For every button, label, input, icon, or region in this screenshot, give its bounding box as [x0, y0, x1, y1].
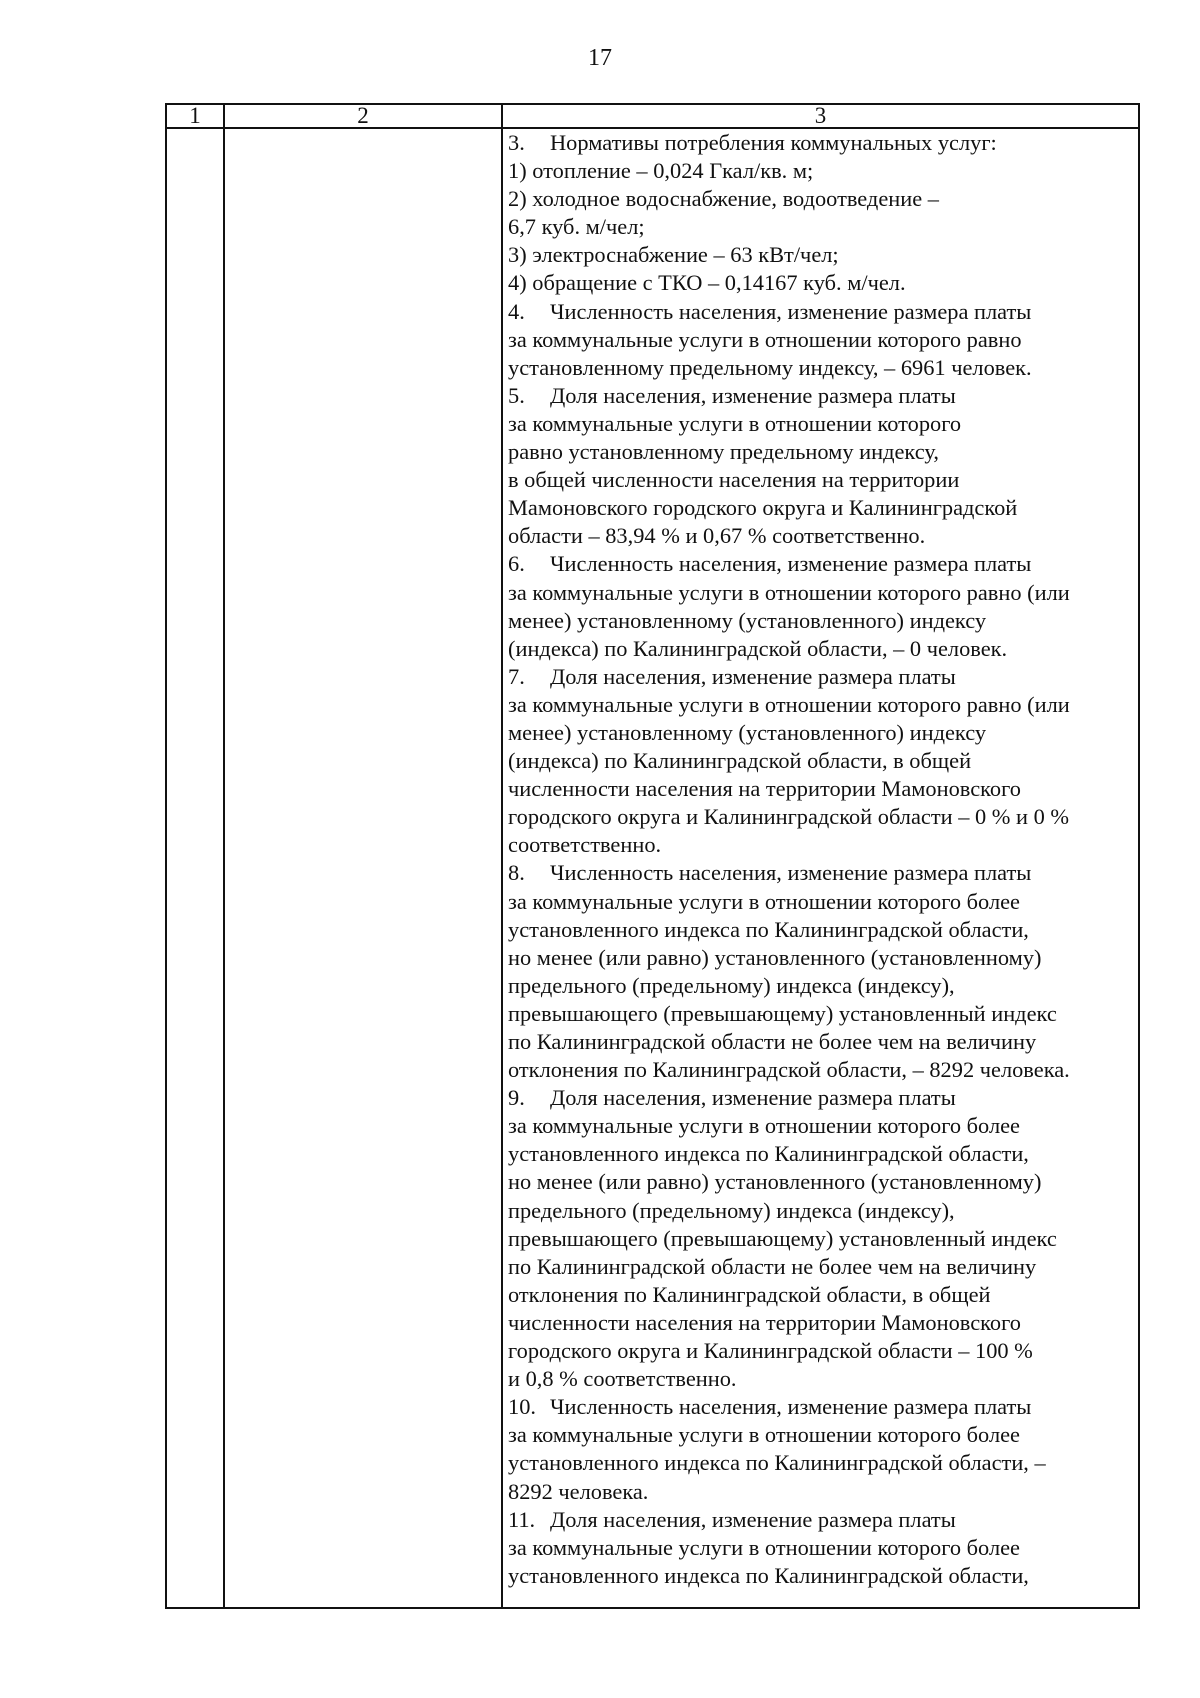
cell-col-1: [166, 128, 224, 1608]
list-item-heading: [508, 1084, 1132, 1112]
item-number: 6.: [508, 551, 525, 577]
line-text: отклонения по Калининградской области, – 8292 человека.: [508, 1057, 1070, 1083]
text-line: [508, 747, 1132, 775]
text-line: [508, 1168, 1132, 1196]
line-text: Численность населения, изменение размера платы: [550, 1394, 1032, 1420]
line-text: за коммунальные услуги в отношении которого более: [508, 888, 1020, 914]
line-text: за коммунальные услуги в отношении которого равно (или: [508, 579, 1070, 605]
line-text: за коммунальные услуги в отношении которого более: [508, 1113, 1020, 1139]
text-line: [508, 888, 1132, 916]
text-line: [508, 1000, 1132, 1028]
item-number: 4.: [508, 298, 525, 324]
line-text: менее) установленному (установленного) индексу: [508, 719, 987, 745]
line-text: предельного (предельному) индекса (индексу),: [508, 1197, 955, 1223]
line-text: установленного индекса по Калининградской области,: [508, 1141, 1029, 1167]
list-item-heading: [508, 298, 1132, 326]
text-line: [508, 466, 1132, 494]
line-text: 2) холодное водоснабжение, водоотведение –: [508, 186, 939, 212]
line-text: в общей численности населения на территории: [508, 467, 960, 493]
line-text: 8292 человека.: [508, 1478, 649, 1504]
line-text: отклонения по Калининградской области, в общей: [508, 1281, 991, 1307]
text-line: [508, 354, 1132, 382]
text-line: [508, 1449, 1132, 1477]
line-text: 4) обращение с ТКО – 0,14167 куб. м/чел.: [508, 270, 906, 296]
line-text: Численность населения, изменение размера платы: [550, 298, 1032, 324]
item-number: 8.: [508, 860, 525, 886]
line-text: Численность населения, изменение размера платы: [550, 860, 1032, 886]
line-text: установленного индекса по Калининградской области,: [508, 916, 1029, 942]
text-line: [508, 1253, 1132, 1281]
line-text: 3) электроснабжение – 63 кВт/чел;: [508, 242, 839, 268]
text-line: [508, 410, 1132, 438]
line-text: по Калининградской области не более чем на величину: [508, 1253, 1037, 1279]
text-line: [508, 522, 1132, 550]
line-text: Доля населения, изменение размера платы: [550, 1506, 956, 1532]
item-number: 9.: [508, 1085, 525, 1111]
list-item-heading: [508, 382, 1132, 410]
text-line: [508, 1478, 1132, 1506]
text-line: [508, 1337, 1132, 1365]
line-text: Нормативы потребления коммунальных услуг:: [550, 130, 997, 155]
line-text: но менее (или равно) установленного (установленному): [508, 1169, 1042, 1195]
text-line: [508, 185, 1132, 213]
line-text: Доля населения, изменение размера платы: [550, 382, 956, 408]
text-line: [508, 775, 1132, 803]
text-line: [508, 213, 1132, 241]
text-line: [508, 579, 1132, 607]
line-text: превышающего (превышающему) установленный индекс: [508, 1000, 1057, 1026]
line-text: и 0,8 % соответственно.: [508, 1366, 737, 1392]
cell-col-3: [502, 128, 1139, 1608]
text-line: [508, 607, 1132, 635]
data-table: [165, 103, 1140, 1609]
line-text: 1) отопление – 0,024 Гкал/кв. м;: [508, 158, 814, 184]
text-line: [508, 1112, 1132, 1140]
item-number: 5.: [508, 382, 525, 408]
line-text: за коммунальные услуги в отношении которого более: [508, 1422, 1020, 1448]
text-line: [508, 972, 1132, 1000]
header-col-1: 1: [166, 104, 224, 128]
text-line: [508, 326, 1132, 354]
header-col-2: 2: [224, 104, 502, 128]
text-line: [508, 157, 1132, 185]
text-line: [508, 1534, 1132, 1562]
item-number: 10.: [508, 1394, 536, 1420]
line-text: Доля населения, изменение размера платы: [550, 1085, 956, 1111]
text-line: [508, 1281, 1132, 1309]
header-col-3: 3: [502, 104, 1139, 128]
item-number: 11.: [508, 1506, 536, 1532]
text-line: [508, 1365, 1132, 1393]
line-text: численности населения на территории Мамоновского: [508, 1309, 1021, 1335]
line-text: Численность населения, изменение размера платы: [550, 551, 1032, 577]
line-text: установленного индекса по Калининградской области,: [508, 1562, 1029, 1588]
line-text: за коммунальные услуги в отношении которого более: [508, 1534, 1020, 1560]
line-text: городского округа и Калининградской области – 0 % и 0 %: [508, 804, 1070, 830]
line-text: (индекса) по Калининградской области, – 0 человек.: [508, 635, 1008, 661]
line-text: по Калининградской области не более чем на величину: [508, 1029, 1037, 1054]
text-line: [508, 944, 1132, 972]
line-text: установленного индекса по Калининградской области, –: [508, 1450, 1046, 1476]
line-text: области – 83,94 % и 0,67 % соответственно.: [508, 523, 926, 549]
table-row: [166, 128, 1139, 1608]
text-line: [508, 719, 1132, 747]
text-line: [508, 916, 1132, 944]
list-item-heading: [508, 859, 1132, 887]
line-text: но менее (или равно) установленного (установленному): [508, 944, 1042, 970]
list-item-heading: [508, 1393, 1132, 1421]
item-number: 7.: [508, 663, 525, 689]
list-item-heading: [508, 663, 1132, 691]
text-line: [508, 438, 1132, 466]
line-text: за коммунальные услуги в отношении которого равно: [508, 326, 1022, 352]
text-line: [508, 1421, 1132, 1449]
text-line: [508, 1056, 1132, 1084]
line-text: численности населения на территории Мамоновского: [508, 776, 1021, 802]
line-text: городского округа и Калининградской области – 100 %: [508, 1338, 1033, 1364]
line-text: 6,7 куб. м/чел;: [508, 214, 645, 240]
text-line: [508, 1028, 1132, 1056]
line-text: за коммунальные услуги в отношении которого: [508, 410, 962, 436]
line-text: за коммунальные услуги в отношении которого равно (или: [508, 691, 1070, 717]
table-header-row: [166, 104, 1139, 128]
list-item-heading: [508, 1506, 1132, 1534]
text-line: [508, 635, 1132, 663]
text-line: [508, 1197, 1132, 1225]
text-line: [508, 1309, 1132, 1337]
list-item-heading: [508, 550, 1132, 578]
text-line: [508, 1140, 1132, 1168]
line-text: установленному предельному индексу, – 6961 человек.: [508, 354, 1032, 380]
text-line: [508, 241, 1132, 269]
text-line: [508, 691, 1132, 719]
item-number: 3.: [508, 130, 525, 155]
list-item-heading: [508, 129, 1132, 157]
text-line: [508, 269, 1132, 297]
text-line: [508, 803, 1132, 831]
line-text: соответственно.: [508, 832, 662, 858]
line-text: предельного (предельному) индекса (индексу),: [508, 972, 955, 998]
text-line: [508, 1225, 1132, 1253]
cell-col-2: [224, 128, 502, 1608]
line-text: Мамоновского городского округа и Калининградской: [508, 495, 1018, 521]
page-number: 17: [588, 45, 612, 71]
line-text: равно установленному предельному индексу,: [508, 439, 939, 465]
line-text: (индекса) по Калининградской области, в общей: [508, 748, 972, 774]
line-text: превышающего (превышающему) установленный индекс: [508, 1225, 1057, 1251]
line-text: менее) установленному (установленного) индексу: [508, 607, 987, 633]
text-line: [508, 831, 1132, 859]
text-line: [508, 1562, 1132, 1590]
text-line: [508, 494, 1132, 522]
line-text: Доля населения, изменение размера платы: [550, 663, 956, 689]
